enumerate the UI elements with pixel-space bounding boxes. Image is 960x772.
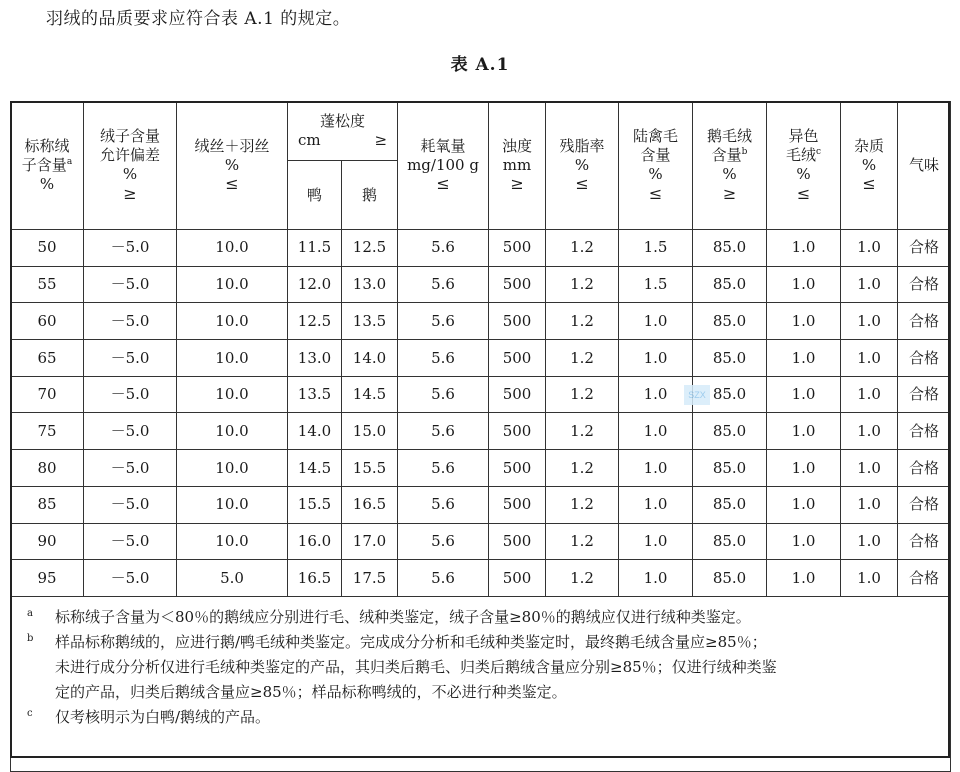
table-cell: 13.5 bbox=[288, 376, 342, 413]
header-turbidity: 浊度 mm ≥ bbox=[489, 102, 546, 230]
table-cell: 15.5 bbox=[342, 450, 398, 487]
table-cell: 1.0 bbox=[841, 266, 898, 303]
table-cell: 1.0 bbox=[841, 523, 898, 560]
table-cell: －5.0 bbox=[84, 523, 177, 560]
table-cell: 合格 bbox=[898, 266, 951, 303]
table-cell: 1.0 bbox=[841, 413, 898, 450]
table-cell: 95 bbox=[11, 560, 84, 597]
table-cell: 1.0 bbox=[767, 523, 841, 560]
table-cell: 85.0 bbox=[693, 303, 767, 340]
table-cell: 1.0 bbox=[767, 450, 841, 487]
table-cell: 合格 bbox=[898, 303, 951, 340]
header-fiber: 绒丝＋羽丝 % ≤ bbox=[177, 102, 288, 230]
table-cell: 14.0 bbox=[288, 413, 342, 450]
table-cell: 12.5 bbox=[288, 303, 342, 340]
footnote-mark: a bbox=[27, 607, 33, 619]
table-cell: 500 bbox=[489, 486, 546, 523]
table-cell: 13.5 bbox=[342, 303, 398, 340]
table-cell: 1.2 bbox=[546, 230, 619, 267]
table-cell: 1.2 bbox=[546, 303, 619, 340]
table-cell: 1.0 bbox=[841, 340, 898, 377]
table-cell: 1.2 bbox=[546, 413, 619, 450]
table-cell: 1.2 bbox=[546, 450, 619, 487]
table-cell: 1.0 bbox=[841, 230, 898, 267]
footnote-mark: b bbox=[27, 632, 34, 644]
table-cell: 1.5 bbox=[619, 230, 693, 267]
table-outer-border bbox=[10, 101, 950, 758]
header-residue: 残脂率 % ≤ bbox=[546, 102, 619, 230]
table-cell: 500 bbox=[489, 230, 546, 267]
table-cell: 10.0 bbox=[177, 523, 288, 560]
table-cell: 1.5 bbox=[619, 266, 693, 303]
table-cell: －5.0 bbox=[84, 450, 177, 487]
table-cell: 14.0 bbox=[342, 340, 398, 377]
table-cell: 1.2 bbox=[546, 376, 619, 413]
watermark-logo: SZX bbox=[684, 385, 710, 405]
table-cell: 合格 bbox=[898, 413, 951, 450]
table-cell: 1.2 bbox=[546, 266, 619, 303]
table-cell: 1.2 bbox=[546, 523, 619, 560]
table-cell: 17.0 bbox=[342, 523, 398, 560]
table-cell: －5.0 bbox=[84, 560, 177, 597]
table-cell: 65 bbox=[11, 340, 84, 377]
table-cell: 合格 bbox=[898, 450, 951, 487]
table-cell: 1.0 bbox=[767, 560, 841, 597]
table-cell: －5.0 bbox=[84, 486, 177, 523]
table-cell: 10.0 bbox=[177, 266, 288, 303]
table-cell: 1.0 bbox=[619, 376, 693, 413]
table-cell: 85.0 bbox=[693, 266, 767, 303]
table-cell: 85.0 bbox=[693, 376, 767, 413]
table-cell: 50 bbox=[11, 230, 84, 267]
table-cell: 合格 bbox=[898, 560, 951, 597]
table-cell: 85.0 bbox=[693, 340, 767, 377]
table-cell: 10.0 bbox=[177, 486, 288, 523]
footnote-line: 仅考核明示为白鸭/鹅绒的产品。 bbox=[55, 707, 271, 726]
table-cell: 500 bbox=[489, 450, 546, 487]
table-cell: 1.0 bbox=[619, 486, 693, 523]
table-cell: 11.5 bbox=[288, 230, 342, 267]
table-cell: －5.0 bbox=[84, 340, 177, 377]
table-cell: 1.0 bbox=[767, 266, 841, 303]
header-puff-duck: 鸭 bbox=[288, 161, 342, 230]
header-oxygen: 耗氧量 mg/100 g ≤ bbox=[398, 102, 489, 230]
table-cell: 1.0 bbox=[619, 413, 693, 450]
table-cell: 14.5 bbox=[342, 376, 398, 413]
table-cell: 85.0 bbox=[693, 486, 767, 523]
table-cell: 13.0 bbox=[342, 266, 398, 303]
table-cell: 60 bbox=[11, 303, 84, 340]
table-cell: 10.0 bbox=[177, 450, 288, 487]
table-cell: 10.0 bbox=[177, 340, 288, 377]
table-cell: 1.0 bbox=[767, 230, 841, 267]
table-cell: 5.6 bbox=[398, 303, 489, 340]
header-landfowl: 陆禽毛 含量 % ≤ bbox=[619, 102, 693, 230]
table-cell: 10.0 bbox=[177, 230, 288, 267]
table-cell: －5.0 bbox=[84, 230, 177, 267]
table-cell: 合格 bbox=[898, 523, 951, 560]
table-cell: 1.0 bbox=[841, 450, 898, 487]
table-cell: 1.0 bbox=[841, 376, 898, 413]
header-off-color: 异色 毛绒$^c$ % ≤ bbox=[767, 102, 841, 230]
table-cell: 16.5 bbox=[288, 560, 342, 597]
table-cell: 500 bbox=[489, 413, 546, 450]
table-cell: 5.6 bbox=[398, 376, 489, 413]
table-cell: 55 bbox=[11, 266, 84, 303]
table-cell: 500 bbox=[489, 303, 546, 340]
table-cell: 85.0 bbox=[693, 523, 767, 560]
table-cell: 85.0 bbox=[693, 560, 767, 597]
table-cell: 500 bbox=[489, 340, 546, 377]
table-cell: 1.0 bbox=[767, 303, 841, 340]
table-cell: 500 bbox=[489, 523, 546, 560]
table-cell: 85.0 bbox=[693, 450, 767, 487]
table-cell: 1.0 bbox=[767, 376, 841, 413]
header-impurity: 杂质 % ≤ bbox=[841, 102, 898, 230]
table-cell: －5.0 bbox=[84, 376, 177, 413]
table-cell: 1.2 bbox=[546, 560, 619, 597]
table-cell: 500 bbox=[489, 560, 546, 597]
table-cell: －5.0 bbox=[84, 413, 177, 450]
table-cell: 1.2 bbox=[546, 486, 619, 523]
table-cell: 80 bbox=[11, 450, 84, 487]
footnote-line: 样品标称鹅绒的，应进行鹅/鸭毛绒种类鉴定。完成成分分析和毛绒种类鉴定时，最终鹅毛绒含量应≥85％； bbox=[55, 632, 767, 651]
header-puffiness: 蓬松度 cm ≥ bbox=[288, 102, 398, 161]
table-cell: 12.5 bbox=[342, 230, 398, 267]
header-puff-goose: 鹅 bbox=[342, 161, 398, 230]
table-cell: 5.6 bbox=[398, 266, 489, 303]
table-cell: 5.6 bbox=[398, 340, 489, 377]
footnote-line: 定的产品，归类后鹅绒含量应≥85％；样品标称鸭绒的，不必进行种类鉴定。 bbox=[55, 682, 567, 701]
table-cell: 12.0 bbox=[288, 266, 342, 303]
table-cell: 1.0 bbox=[619, 450, 693, 487]
table-cell: 5.6 bbox=[398, 413, 489, 450]
table-cell: 15.5 bbox=[288, 486, 342, 523]
table-cell: 10.0 bbox=[177, 303, 288, 340]
table-cell: 5.6 bbox=[398, 486, 489, 523]
table-cell: 5.6 bbox=[398, 450, 489, 487]
header-tolerance: 绒子含量 允许偏差 % ≥ bbox=[84, 102, 177, 230]
table-cell: 70 bbox=[11, 376, 84, 413]
table-cell: 85.0 bbox=[693, 230, 767, 267]
table-cell: 10.0 bbox=[177, 376, 288, 413]
table-cell: 1.0 bbox=[619, 340, 693, 377]
table-cell: 15.0 bbox=[342, 413, 398, 450]
footnote-line: 未进行成分分析仅进行毛绒种类鉴定的产品，其归类后鹅毛、归类后鹅绒含量应分别≥85％；仅进行绒种类鉴 bbox=[55, 657, 777, 676]
footnote-mark: c bbox=[27, 707, 33, 719]
table-cell: 1.0 bbox=[619, 303, 693, 340]
table-cell: 1.0 bbox=[767, 413, 841, 450]
header-goose-down: 鹅毛绒 含量$^b$ % ≥ bbox=[693, 102, 767, 230]
table-cell: 1.0 bbox=[841, 560, 898, 597]
table-cell: 5.6 bbox=[398, 230, 489, 267]
table-cell: 75 bbox=[11, 413, 84, 450]
table-cell: 85.0 bbox=[693, 413, 767, 450]
table-cell: 1.0 bbox=[841, 486, 898, 523]
table-cell: 500 bbox=[489, 266, 546, 303]
table-caption: 表 A.1 bbox=[450, 55, 510, 75]
table-cell: 14.5 bbox=[288, 450, 342, 487]
table-cell: 17.5 bbox=[342, 560, 398, 597]
footnote-line: 标称绒子含量为＜80％的鹅绒应分别进行毛、绒种类鉴定，绒子含量≥80％的鹅绒应仅进行绒种类鉴定。 bbox=[55, 607, 751, 626]
table-cell: 1.0 bbox=[767, 486, 841, 523]
table-cell: 16.0 bbox=[288, 523, 342, 560]
table-cell: 5.6 bbox=[398, 560, 489, 597]
table-cell: 500 bbox=[489, 376, 546, 413]
table-cell: 85 bbox=[11, 486, 84, 523]
table-cell: 90 bbox=[11, 523, 84, 560]
table-cell: 合格 bbox=[898, 230, 951, 267]
table-cell: 5.0 bbox=[177, 560, 288, 597]
table-cell: －5.0 bbox=[84, 266, 177, 303]
table-cell: 1.0 bbox=[767, 340, 841, 377]
table-cell: 1.0 bbox=[619, 523, 693, 560]
table-cell: 1.0 bbox=[619, 560, 693, 597]
table-cell: 1.0 bbox=[841, 303, 898, 340]
table-cell: 10.0 bbox=[177, 413, 288, 450]
table-cell: －5.0 bbox=[84, 303, 177, 340]
table-cell: 16.5 bbox=[342, 486, 398, 523]
header-nominal-content: 标称绒 子含量$^a$ % bbox=[11, 102, 84, 230]
table-cell: 合格 bbox=[898, 376, 951, 413]
table-cell: 13.0 bbox=[288, 340, 342, 377]
table-cell: 合格 bbox=[898, 486, 951, 523]
table-cell: 合格 bbox=[898, 340, 951, 377]
table-cell: 5.6 bbox=[398, 523, 489, 560]
table-cell: 1.2 bbox=[546, 340, 619, 377]
header-odor: 气味 bbox=[898, 102, 951, 230]
intro-text: 羽绒的品质要求应符合表 A.1 的规定。 bbox=[46, 9, 351, 29]
